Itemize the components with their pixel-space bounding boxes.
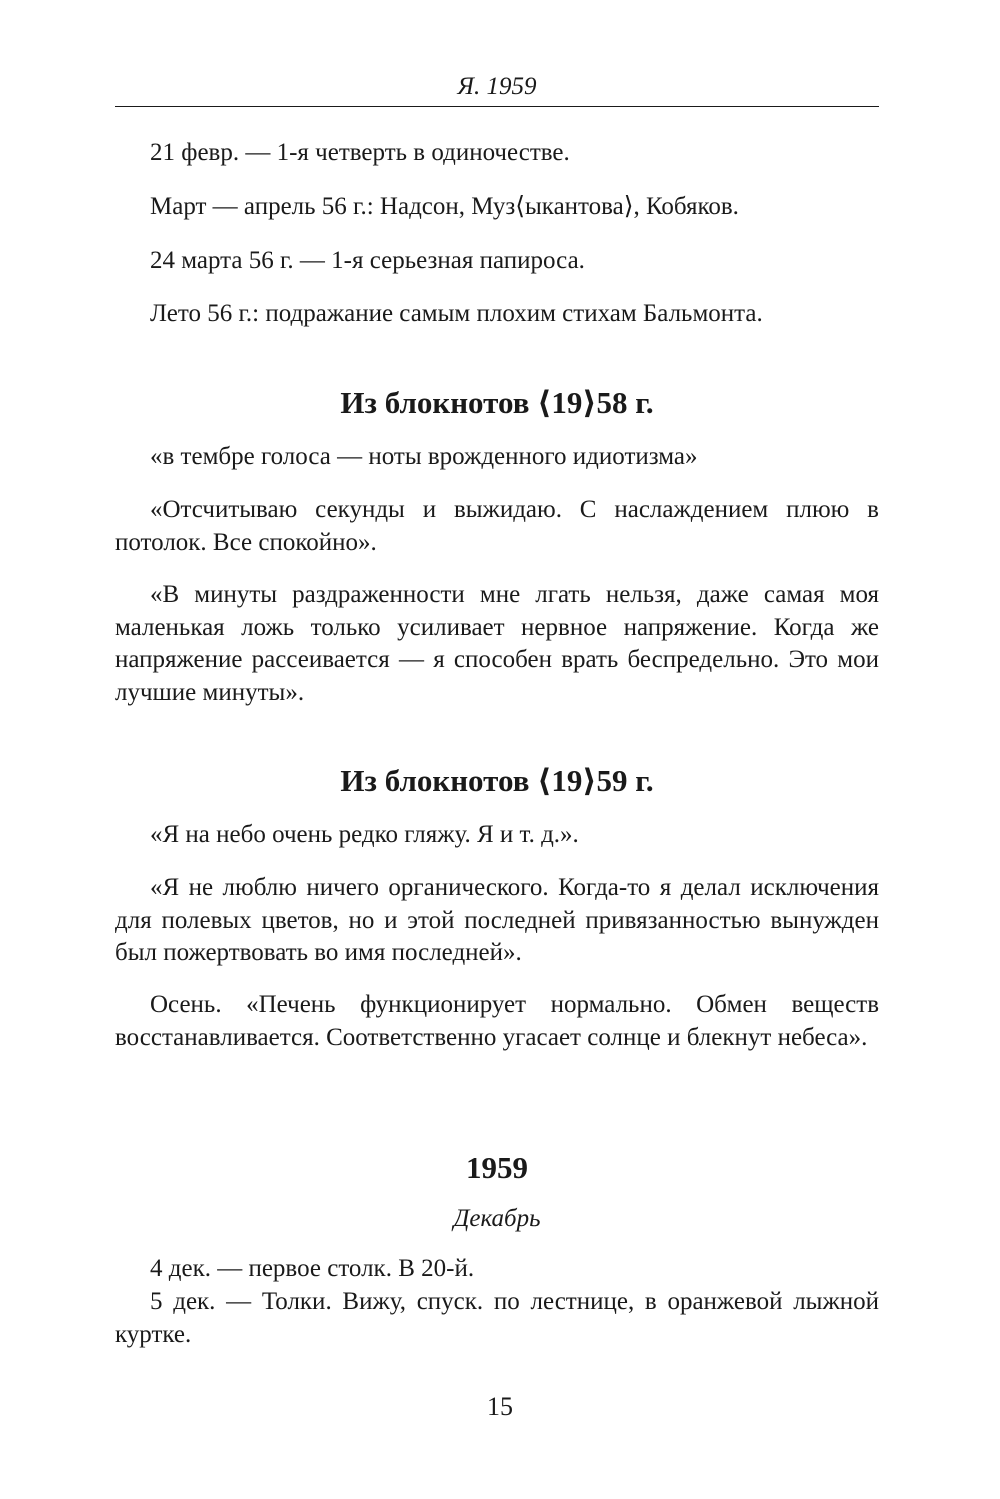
section-heading-1959: Из блокнотов ⟨19⟩59 г.: [340, 763, 654, 798]
quote-paragraph: «В минуты раздраженности мне лгать нельзя, даже самая моя маленькая ложь только усиливает нервное напряжение. Когда же напряжение рассеивается — я способен врать беспредельно. Это мои лучшие минуты».: [115, 581, 879, 706]
intro-line: Март — апрель 56 г.: Надсон, Муз⟨ыкантова⟩, Кобяков.: [150, 193, 739, 220]
quote-paragraph: «в тембре голоса — ноты врожденного идиотизма»: [150, 443, 698, 470]
intro-line: 21 февр. — 1-я четверть в одиночестве.: [150, 139, 570, 166]
quote-paragraph: «Я не люблю ничего органического. Когда-то я делал исключения для полевых цветов, но и этой последней привязанностью вынужден был пожертвовать во имя последней».: [115, 874, 879, 966]
page-number: 15: [487, 1392, 513, 1421]
quote-paragraph: «Я на небо очень редко гляжу. Я и т. д.».: [150, 821, 579, 848]
quote-paragraph: Осень. «Печень функционирует нормально. Обмен веществ восстанавливается. Соответственно угасает солнце и блекнут небеса».: [115, 991, 879, 1051]
intro-line: Лето 56 г.: подражание самым плохим стихам Бальмонта.: [150, 300, 763, 327]
section-heading-1958: Из блокнотов ⟨19⟩58 г.: [340, 385, 654, 420]
intro-line: 24 марта 56 г. — 1-я серьезная папироса.: [150, 247, 585, 274]
year-heading: 1959: [466, 1150, 528, 1185]
diary-entry: 5 дек. — Толки. Вижу, спуск. по лестнице, в оранжевой лыжной куртке.: [115, 1288, 879, 1348]
month-subheading: Декабрь: [453, 1205, 541, 1232]
quote-paragraph: «Отсчитываю секунды и выжидаю. С наслаждением плюю в потолок. Все спокойно».: [115, 496, 879, 556]
running-head: Я. 1959: [115, 70, 879, 107]
diary-entry: 4 дек. — первое столк. В 20-й.: [150, 1255, 475, 1282]
